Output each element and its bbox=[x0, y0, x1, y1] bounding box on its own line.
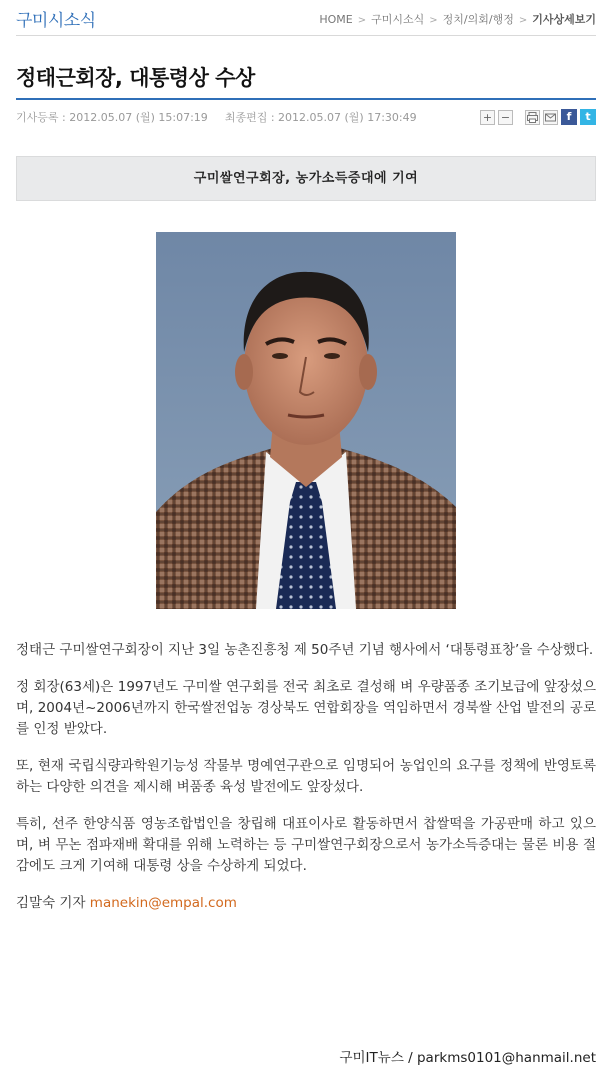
registered-date: 2012.05.07 (월) 15:07:19 bbox=[69, 111, 208, 124]
article-photo bbox=[156, 232, 456, 609]
article-paragraph: 정 회장(63세)은 1997년도 구미쌀 연구회를 전국 최초로 결성해 벼 우량품종 조기보급에 앞장섰으며, 2004년~2006년까지 한국쌀전업농 경상북도 연합회장을 역임하면서 경북쌀 산업 발전의 공로를 인정 받았다. bbox=[16, 679, 596, 737]
article-subtitle-box bbox=[16, 156, 596, 201]
chevron-right-icon: > bbox=[357, 15, 367, 26]
breadcrumb-current: 기사상세보기 bbox=[532, 13, 596, 26]
article-paragraph: 특히, 선주 한양식품 영농조합법인을 창립해 대표이사로 활동하면서 찹쌀떡을 가공판매 하고 있으며, 벼 무논 점파재배 확대를 위해 노력하는 등 구미쌀연구회장으로서 농가소득증대는 물론 비용 절감에도 크게 기여해 대통령 상을 수상하게 되었다. bbox=[16, 816, 596, 874]
article-paragraph: 또, 현재 국립식량과학원기능성 작물부 명예연구관으로 임명되어 농업인의 요구를 정책에 반영토록하는 다양한 의견을 제시해 벼품종 육성 발전에도 앞장섰다. bbox=[16, 758, 596, 795]
byline bbox=[16, 893, 596, 914]
chevron-right-icon: > bbox=[518, 15, 528, 26]
breadcrumb-section[interactable]: 구미시소식 bbox=[371, 13, 425, 26]
article-paragraph: 정태근 구미쌀연구회장이 지난 3일 농촌진흥청 제 50주년 기념 행사에서 ‘대통령표창’을 수상했다. bbox=[16, 642, 594, 658]
article-meta bbox=[16, 109, 417, 125]
zoom-out-button[interactable]: − bbox=[498, 110, 513, 125]
article-tools bbox=[480, 109, 596, 125]
breadcrumb-home[interactable]: HOME bbox=[319, 13, 353, 26]
edited-label: 최종편집 : bbox=[224, 111, 275, 124]
article-body bbox=[16, 640, 596, 930]
portrait-image bbox=[156, 232, 456, 609]
section-title[interactable]: 구미시소식 bbox=[16, 11, 96, 31]
byline-email-link[interactable]: manekin@empal.com bbox=[89, 895, 237, 911]
article-subtitle: 구미쌀연구회장, 농가소득증대에 기여 bbox=[193, 171, 419, 186]
print-button[interactable] bbox=[525, 110, 540, 125]
twitter-share-button[interactable]: t bbox=[580, 109, 596, 125]
zoom-in-button[interactable]: + bbox=[480, 110, 495, 125]
article-title: 정태근회장, 대통령상 수상 bbox=[16, 66, 255, 90]
breadcrumb-category[interactable]: 정치/의회/행정 bbox=[442, 13, 514, 26]
footer-credit: 구미IT뉴스 / parkms0101@hanmail.net bbox=[339, 1050, 596, 1066]
mail-icon bbox=[544, 111, 557, 124]
breadcrumb bbox=[319, 11, 596, 27]
print-icon bbox=[526, 111, 539, 124]
top-bar bbox=[16, 0, 596, 36]
byline-name: 김말숙 기자 bbox=[16, 895, 86, 911]
edited-date: 2012.05.07 (월) 17:30:49 bbox=[278, 111, 417, 124]
registered-label: 기사등록 : bbox=[16, 111, 66, 124]
facebook-share-button[interactable]: f bbox=[561, 109, 577, 125]
email-button[interactable] bbox=[543, 110, 558, 125]
chevron-right-icon: > bbox=[429, 15, 438, 26]
title-divider bbox=[16, 98, 596, 100]
